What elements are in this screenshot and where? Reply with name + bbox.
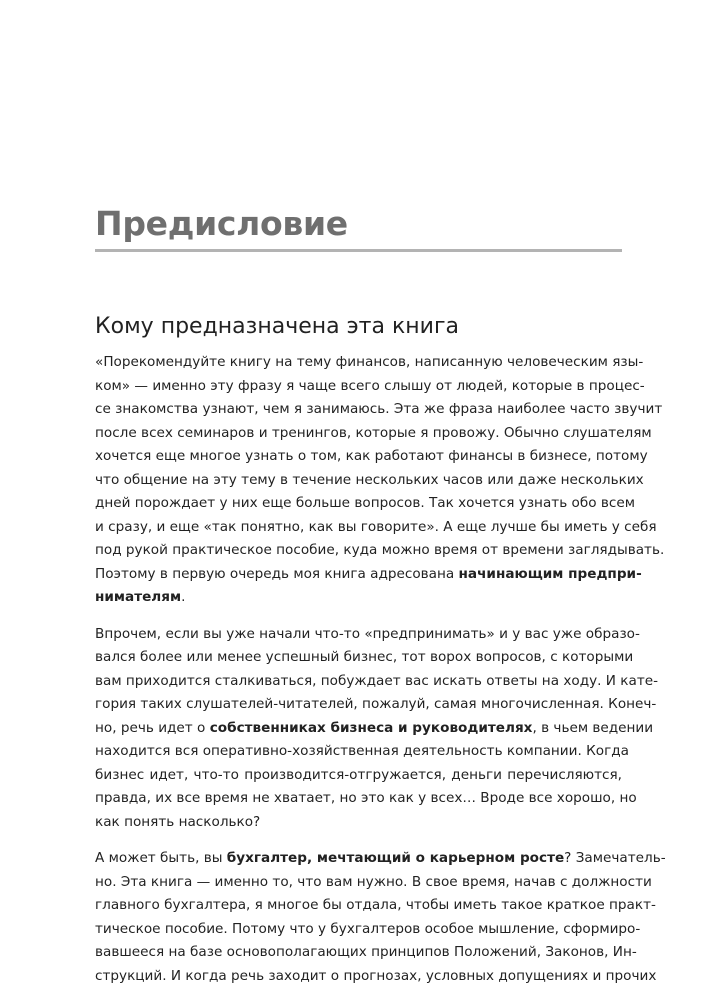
text-run: как понять насколько?	[95, 813, 261, 830]
text-run: и сразу, и еще «так понятно, как вы говорите». А еще лучше бы иметь у себя	[95, 518, 657, 535]
text-run: вавшееся на базе основополагающих принципов Положений, Законов, Ин-	[95, 944, 637, 960]
text-line	[95, 623, 640, 647]
text-run: Впрочем, если вы уже начали что-то «предпринимать» и у вас уже образо-	[95, 625, 640, 642]
text-run: находится вся оперативно-хозяйственная деятельность компании. Когда	[95, 743, 629, 759]
text-line	[95, 787, 637, 811]
text-run: хочется еще многое узнать о том, как работают финансы в бизнесе, потому	[95, 448, 648, 464]
text-line	[95, 670, 659, 694]
text-run: , в чьем ведении	[532, 719, 654, 736]
text-line	[95, 847, 666, 871]
text-run: А может быть, вы	[95, 850, 227, 866]
text-run: тическое пособие. Потому что у бухгалтеров особое мышление, сформиро-	[95, 920, 641, 937]
text-line	[95, 717, 654, 741]
text-line	[95, 740, 629, 764]
text-line	[95, 351, 644, 375]
text-run: но. Эта книга — именно то, что вам нужно. В свое время, начав с должности	[95, 873, 652, 890]
text-run: струкций. И когда речь заходит о прогнозах, условных допущениях и прочих	[95, 967, 657, 984]
bold-text: бухгалтер, мечтающий о карьерном росте	[226, 850, 565, 866]
text-run: ком» — именно эту фразу я чаще всего слышу от людей, которые в процес-	[95, 377, 645, 394]
text-run: вам приходится сталкиваться, побуждает вас искать ответы на ходу. И кате-	[95, 672, 659, 689]
chapter-title-rule	[95, 249, 622, 252]
text-line	[95, 693, 657, 717]
text-run: что общение на эту тему в течение нескольких часов или даже нескольких	[95, 471, 644, 488]
bold-text: начинающим предпри-	[458, 565, 642, 582]
text-run: вался более или менее успешный бизнес, тот ворох вопросов, с которыми	[95, 649, 634, 665]
text-line	[95, 445, 648, 469]
text-line	[95, 492, 635, 516]
text-run: «Порекомендуйте книгу на тему финансов, написанную человеческим язы-	[95, 354, 644, 370]
text-run: гория таких слушателей-читателей, пожалуй, самая многочисленная. Конеч-	[95, 696, 657, 712]
text-line	[95, 586, 622, 610]
text-line	[95, 894, 656, 918]
text-run: Поэтому в первую очередь моя книга адресована	[95, 565, 459, 582]
paragraph	[95, 351, 665, 610]
text-line	[95, 764, 622, 788]
bold-text: нимателям	[95, 589, 182, 605]
text-line	[95, 941, 637, 965]
text-run: дней порождает у них еще больше вопросов. Так хочется узнать обо всем	[95, 495, 635, 511]
text-line	[95, 918, 641, 942]
bold-text: собственниках бизнеса и руководителях	[209, 719, 533, 736]
text-line	[95, 375, 645, 399]
text-run: под рукой практическое пособие, куда можно время от времени заглядывать.	[95, 542, 665, 558]
text-line	[95, 516, 657, 540]
body-text	[95, 351, 666, 1001]
text-line	[95, 398, 663, 422]
text-run: се знакомства узнают, чем я занимаюсь. Эта же фраза наиболее часто звучит	[95, 401, 663, 417]
text-line	[95, 539, 665, 563]
text-line	[95, 469, 644, 493]
paragraph	[95, 623, 659, 835]
text-line	[95, 646, 634, 670]
section-title: Кому предназначена эта книга	[95, 314, 459, 339]
text-line	[95, 871, 652, 895]
text-run: главного бухгалтера, я многое бы отдала, чтобы иметь такое краткое практ-	[95, 897, 656, 913]
text-run: после всех семинаров и тренингов, которые я провожу. Обычно слушателям	[95, 424, 652, 441]
text-run: но, речь идет о	[95, 719, 210, 736]
text-line	[95, 811, 622, 835]
text-run: правда, их все время не хватает, но это как у всех… Вроде все хорошо, но	[95, 790, 637, 806]
text-line	[95, 563, 642, 587]
chapter-title: Предисловие	[95, 204, 348, 243]
text-run: бизнес идет, что-то производится-отгружается, деньги перечисляются,	[95, 766, 622, 783]
text-line	[95, 965, 657, 989]
paragraph	[95, 847, 666, 988]
text-run: ? Замечатель-	[564, 850, 666, 866]
text-line	[95, 422, 652, 446]
text-run: .	[181, 589, 186, 605]
